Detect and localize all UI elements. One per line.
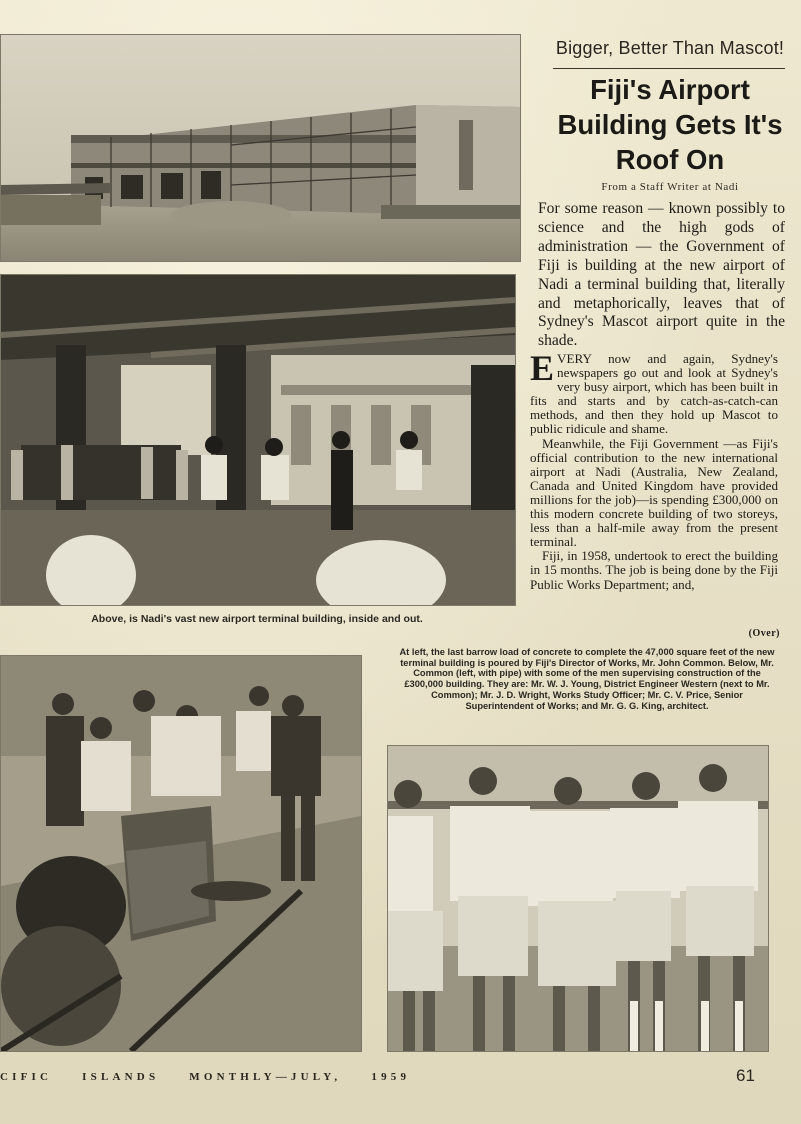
- paragraph-1: [530, 348, 778, 437]
- article-lede: For some reason — known possibly to science and the high gods of administration — the Government of Fiji is building at the new airport of Nadi a terminal building that, literally and metaphorically, leaves that of Sydney's Mascot airport quite in the shade.: [538, 200, 785, 350]
- footer-publication-a: CIFIC: [0, 1071, 53, 1083]
- article-byline: From a Staff Writer at Nadi: [601, 181, 739, 193]
- photo-terminal-interior: [0, 274, 516, 606]
- page-footer: [0, 1071, 680, 1083]
- footer-publication-b: ISLANDS: [82, 1071, 160, 1083]
- paragraph-1-text: VERY now and again, Sydney's newspapers go out and look at Sydney's very busy airport, which has been built in fits and starts and by catch-as-catch-can methods, and then they hold up Mascot to public ridicule and shame.: [530, 351, 778, 437]
- footer-issue: MONTHLY—JULY,: [189, 1071, 342, 1083]
- article-body: [530, 348, 778, 592]
- paragraph-3: Fiji, in 1958, undertook to erect the building in 15 months. The job is being done by the Fiji Public Works Department; and,: [530, 548, 778, 592]
- photo-supervisors-group: [387, 745, 769, 1052]
- continued-marker: (Over): [748, 628, 780, 639]
- paragraph-2: Meanwhile, the Fiji Government —as Fiji's official contribution to the new international airport at Nadi (Australia, New Zealand, Canada and United Kingdom have provided millions for the job)—is spending £300,000 on this modern concrete building of two storeys, less than a half-mile away from the present terminal.: [530, 435, 778, 550]
- photo-concrete-barrow: [0, 655, 362, 1052]
- page-number: 61: [736, 1066, 755, 1085]
- caption-barrow-and-group: At left, the last barrow load of concrete to complete the 47,000 square feet of the new terminal building is poured by Fiji's Director of Works, Mr. John Common. Below, Mr. Common (left, with pipe) with some of the men supervising construction of the £300,000 building. They are: Mr. W. J. Young, District Engineer Western (next to Mr. Common); Mr. J. D. Wright, Works Study Officer; Mr. C. V. Price, Senior Superintendent of Works; and Mr. G. G. King, architect.: [399, 647, 775, 711]
- article-kicker: Bigger, Better Than Mascot!: [555, 38, 785, 58]
- kicker-rule: [553, 68, 785, 69]
- caption-terminal-photos: Above, is Nadi's vast new airport terminal building, inside and out.: [91, 613, 423, 625]
- photo-terminal-exterior: [0, 34, 521, 262]
- footer-year: 1959: [371, 1071, 411, 1083]
- article-headline: Fiji's Airport Building Gets It's Roof On: [557, 74, 783, 175]
- drop-cap: E: [530, 348, 555, 388]
